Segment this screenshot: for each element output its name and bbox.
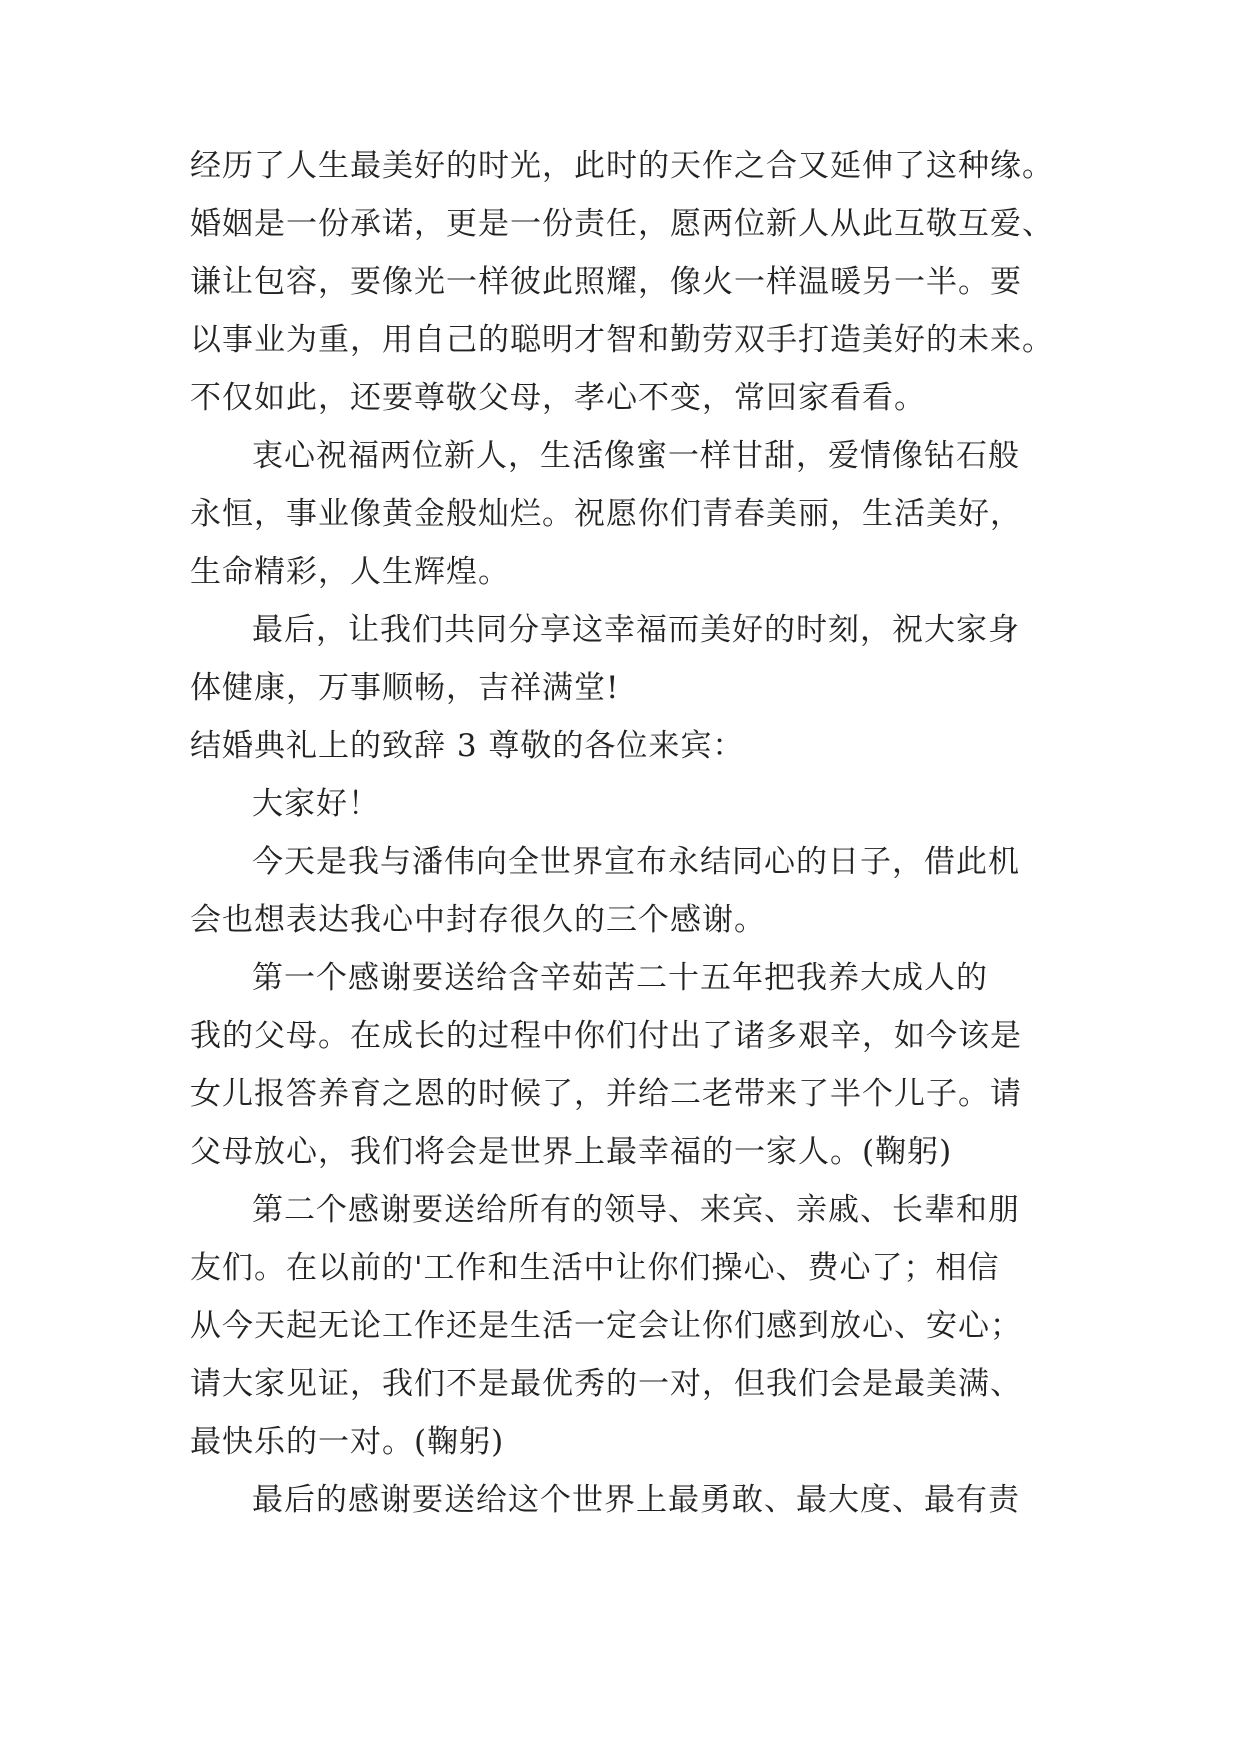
text-line: 经历了人生最美好的时光，此时的天作之合又延伸了这种缘。 [190,148,1054,184]
text-line: 第二个感谢要送给所有的领导、来宾、亲戚、长辈和朋 [252,1192,1020,1228]
text-line: 从今天起无论工作还是生活一定会让你们感到放心、安心； [190,1308,1022,1344]
text-line: 衷心祝福两位新人，生活像蜜一样甘甜，爱情像钻石般 [252,438,1020,474]
text-line: 友们。在以前的'工作和生活中让你们操心、费心了；相信 [190,1250,1000,1286]
text-line: 体健康，万事顺畅，吉祥满堂! [190,670,620,706]
text-line: 以事业为重，用自己的聪明才智和勤劳双手打造美好的未来。 [190,322,1054,358]
text-line: 生命精彩，人生辉煌。 [190,554,510,590]
text-line: 会也想表达我心中封存很久的三个感谢。 [190,902,766,938]
text-line: 大家好！ [252,786,380,822]
text-line: 父母放心，我们将会是世界上最幸福的一家人。(鞠躬) [190,1134,953,1170]
text-line: 最后的感谢要送给这个世界上最勇敢、最大度、最有责 [252,1482,1020,1518]
text-line: 今天是我与潘伟向全世界宣布永结同心的日子，借此机 [252,844,1020,880]
text-line: 最快乐的一对。(鞠躬) [190,1424,505,1460]
text-line: 最后，让我们共同分享这幸福而美好的时刻，祝大家身 [252,612,1020,648]
text-line: 第一个感谢要送给含辛茹苦二十五年把我养大成人的 [252,960,988,996]
text-line: 请大家见证，我们不是最优秀的一对，但我们会是最美满、 [190,1366,1022,1402]
text-line: 谦让包容，要像光一样彼此照耀，像火一样温暖另一半。要 [190,264,1022,300]
text-line: 婚姻是一份承诺，更是一份责任，愿两位新人从此互敬互爱、 [190,206,1054,242]
section-heading: 结婚典礼上的致辞 3 尊敬的各位来宾： [190,728,745,764]
text-line: 永恒，事业像黄金般灿烂。祝愿你们青春美丽，生活美好， [190,496,1022,532]
text-line: 女儿报答养育之恩的时候了，并给二老带来了半个儿子。请 [190,1076,1022,1112]
text-line: 不仅如此，还要尊敬父母，孝心不变，常回家看看。 [190,380,926,416]
text-line: 我的父母。在成长的过程中你们付出了诸多艰辛，如今该是 [190,1018,1022,1054]
